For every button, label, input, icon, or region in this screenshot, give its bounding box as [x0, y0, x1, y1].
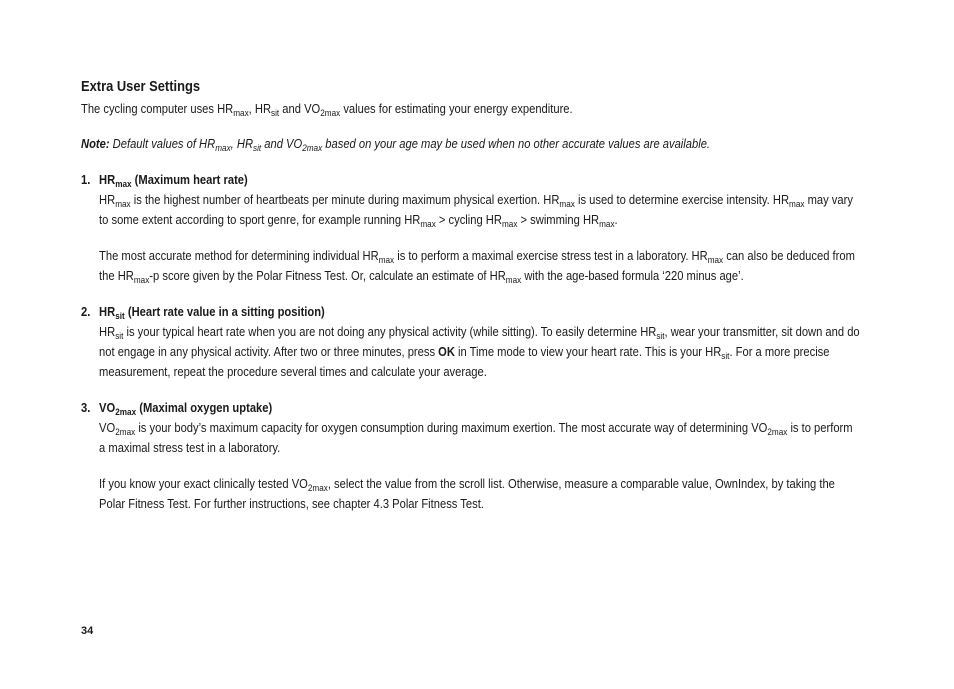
list-item-vo2max: [81, 398, 861, 514]
text: is to perform a maximal exercise stress test in a laboratory. HR: [394, 248, 708, 263]
note-paragraph: [81, 134, 861, 154]
title-text: (Maximum heart rate): [131, 172, 248, 187]
text: with the age-based formula ‘220 minus age’.: [521, 268, 744, 283]
title-text: (Heart rate value in a sitting position): [124, 304, 325, 319]
text: , wear your transmitter, sit down and do not engage in any physical activity. After two or three minutes, press: [99, 324, 860, 359]
note-text: Default values of HR: [109, 136, 216, 151]
subscript: 2max: [115, 407, 137, 418]
subscript: sit: [721, 351, 730, 362]
item-number: 1.: [81, 172, 91, 187]
subscript: 2max: [302, 143, 323, 154]
subscript: max: [115, 179, 132, 190]
page-number: 34: [81, 625, 94, 637]
subscript: max: [420, 219, 436, 230]
subscript: sit: [115, 311, 125, 322]
note-text: and VO: [261, 136, 303, 151]
subscript: max: [115, 199, 131, 210]
item-title: [99, 302, 861, 322]
note-text: based on your age may be used when no other accurate values are available.: [322, 136, 711, 151]
item-title: [99, 170, 861, 190]
title-text: HR: [99, 172, 116, 187]
text: is used to determine exercise intensity. HR: [574, 192, 790, 207]
subscript: max: [789, 199, 805, 210]
title-text: (Maximal oxygen uptake): [136, 400, 273, 415]
subscript: 2max: [307, 483, 328, 494]
text: > cycling HR: [435, 212, 502, 227]
subscript: max: [215, 143, 231, 154]
list-item-hrsit: [81, 302, 861, 382]
section-heading: Extra User Settings: [81, 78, 201, 95]
item-number: 2.: [81, 304, 91, 319]
subscript: 2max: [320, 108, 341, 119]
item-paragraph: [99, 246, 861, 286]
subscript: max: [599, 219, 615, 230]
text: > swimming HR: [517, 212, 600, 227]
subscript: sit: [253, 143, 262, 154]
text: If you know your exact clinically tested VO: [99, 476, 308, 491]
text: HR: [99, 192, 116, 207]
item-number: 3.: [81, 400, 91, 415]
list-item-hrmax: [81, 170, 861, 286]
text: can also be deduced from the HR: [99, 248, 855, 283]
text: The most accurate method for determining individual HR: [99, 248, 379, 263]
subscript: max: [233, 108, 249, 119]
content-column: [81, 78, 861, 514]
text: . For a more precise measurement, repeat the procedure several times and calculate your average.: [99, 344, 830, 379]
subscript: sit: [271, 108, 280, 119]
intro-text: and VO: [279, 101, 321, 116]
subscript: max: [133, 275, 150, 286]
subscript: max: [501, 219, 518, 230]
text: is your typical heart rate when you are not doing any physical activity (while sitting). To easily determine HR: [123, 324, 657, 339]
text: -p score given by the Polar Fitness Test. Or, calculate an estimate of HR: [149, 268, 506, 283]
subscript: max: [559, 199, 575, 210]
intro-text: The cycling computer uses HR: [81, 101, 234, 116]
intro-paragraph: [81, 99, 861, 119]
text: may vary to some extent according to sport genre, for example running HR: [99, 192, 853, 227]
text: is the highest number of heartbeats per minute during maximum physical exertion. HR: [130, 192, 560, 207]
text: .: [614, 212, 618, 227]
text: in Time mode to view your heart rate. This is your HR: [454, 344, 722, 359]
subscript: 2max: [767, 427, 788, 438]
text: HR: [99, 324, 116, 339]
title-text: HR: [99, 304, 116, 319]
item-paragraph: [99, 474, 861, 514]
note-text: , HR: [230, 136, 254, 151]
title-text: VO: [99, 400, 116, 415]
intro-text: values for estimating your energy expenditure.: [340, 101, 573, 116]
item-paragraph: [99, 190, 861, 230]
item-paragraph: [99, 418, 861, 458]
subscript: 2max: [115, 427, 136, 438]
note-label: Note:: [81, 136, 110, 151]
intro-text: , HR: [248, 101, 272, 116]
text: is your body’s maximum capacity for oxygen consumption during maximum exertion. The most accurate way of determining VO: [135, 420, 768, 435]
subscript: max: [707, 255, 724, 266]
subscript: max: [378, 255, 395, 266]
item-title: [99, 398, 861, 418]
manual-page: [81, 78, 861, 514]
subscript: sit: [656, 331, 665, 342]
subscript: sit: [115, 331, 124, 342]
subscript: max: [505, 275, 522, 286]
text: is to perform a maximal stress test in a laboratory.: [99, 420, 853, 455]
item-paragraph: [99, 322, 861, 382]
ok-key-label: OK: [438, 344, 455, 359]
text: VO: [99, 420, 116, 435]
text: , select the value from the scroll list. Otherwise, measure a comparable value, OwnIndex, by taking the Polar Fitness Test. For further instructions, see chapter 4.3 Polar Fitness Test.: [99, 476, 835, 511]
